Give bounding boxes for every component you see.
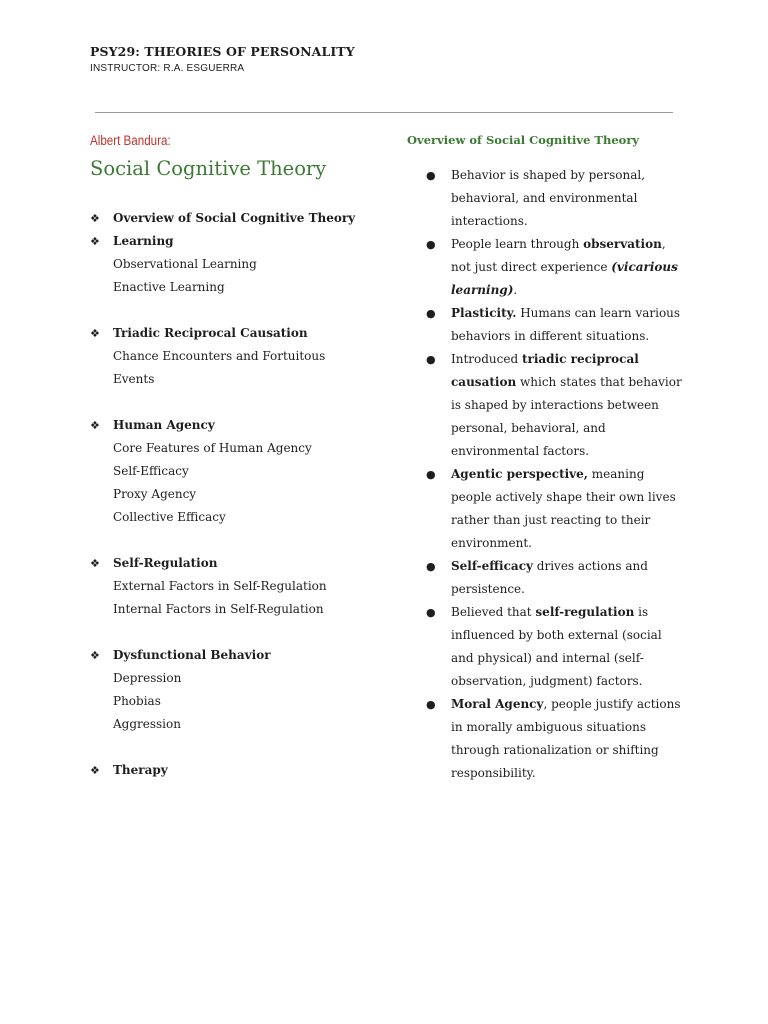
course-title: PSY29: THEORIES OF PERSONALITY <box>90 44 355 59</box>
diamond-bullet-icon: ❖ <box>90 764 100 777</box>
outline-topic-label: Triadic Reciprocal Causation <box>113 326 308 340</box>
bullet-text: Believed that <box>451 605 536 619</box>
bullet-emphasis-text: Self-efficacy <box>451 559 533 573</box>
outline-topic <box>90 414 390 437</box>
outline-topic <box>90 644 390 667</box>
bullet-text: Behavior is shaped by personal, behavioral, and environmental interactions. <box>451 168 646 228</box>
outline-subtopic: Proxy Agency <box>113 487 197 501</box>
header-divider <box>95 112 673 113</box>
bullet-text: Humans can learn various behaviors in different situations. <box>451 306 681 343</box>
overview-heading: Overview of Social Cognitive Theory <box>407 133 640 147</box>
overview-bullet <box>407 302 683 348</box>
round-bullet-icon: ● <box>426 238 436 251</box>
theory-title: Social Cognitive Theory <box>90 157 327 180</box>
outline-topic-label: Human Agency <box>113 418 215 432</box>
bullet-emphasis-text: Moral Agency <box>451 697 544 711</box>
instructor-line: INSTRUCTOR: R.A. ESGUERRA <box>90 63 245 74</box>
overview-bullet <box>407 463 683 555</box>
outline-subtopic: Observational Learning <box>113 257 257 271</box>
bullet-emphasis-text: Agentic perspective, <box>451 467 588 481</box>
outline-topic <box>90 552 390 575</box>
outline-topic-label: Self-Regulation <box>113 556 218 570</box>
diamond-bullet-icon: ❖ <box>90 235 100 248</box>
bullet-text: , not just direct experience <box>451 237 666 274</box>
diamond-bullet-icon: ❖ <box>90 649 100 662</box>
bullet-text: meaning people actively shape their own lives rather than just reacting to their environment. <box>451 467 676 550</box>
overview-bullet <box>407 233 683 302</box>
outline-topic-label: Overview of Social Cognitive Theory <box>113 211 356 225</box>
overview-bullet <box>407 693 683 785</box>
overview-bullet-list <box>407 164 697 785</box>
outline-topic <box>90 322 390 345</box>
outline-subtopic: Self-Efficacy <box>113 464 189 478</box>
overview-bullet <box>407 601 683 693</box>
round-bullet-icon: ● <box>426 560 436 573</box>
left-column <box>90 133 390 782</box>
outline-subtopic: Chance Encounters and Fortuitous <box>113 349 326 363</box>
bullet-emphasis-text: observation <box>583 237 662 251</box>
page-header <box>90 44 355 74</box>
diamond-bullet-icon: ❖ <box>90 327 100 340</box>
overview-bullet <box>407 348 683 463</box>
author-name: Albert Bandura: <box>90 133 171 148</box>
outline-subtopic: Internal Factors in Self-Regulation <box>113 602 324 616</box>
outline-topic-label: Learning <box>113 234 174 248</box>
round-bullet-icon: ● <box>426 698 436 711</box>
outline-subtopic: External Factors in Self-Regulation <box>113 579 327 593</box>
bullet-text: . <box>513 283 518 297</box>
round-bullet-icon: ● <box>426 606 436 619</box>
bullet-text: , people justify actions in morally ambiguous situations through rationalization or shifting responsibility. <box>451 697 681 780</box>
round-bullet-icon: ● <box>426 468 436 481</box>
bullet-text: which states that behavior is shaped by interactions between personal, behavioral, and environmental factors. <box>451 375 682 458</box>
diamond-bullet-icon: ❖ <box>90 212 100 225</box>
bullet-text: People learn through <box>451 237 584 251</box>
outline-topic <box>90 207 390 230</box>
overview-bullet <box>407 164 683 233</box>
outline-subtopic: Collective Efficacy <box>113 510 226 524</box>
topic-outline <box>90 207 390 782</box>
outline-subtopic: Phobias <box>113 694 161 708</box>
round-bullet-icon: ● <box>426 169 436 182</box>
bullet-text: drives actions and persistence. <box>451 559 648 596</box>
bullet-emphasis-text: self-regulation <box>535 605 635 619</box>
outline-topic <box>90 230 390 253</box>
outline-subtopic: Enactive Learning <box>113 280 225 294</box>
bullet-emphasis-text: (vicarious learning) <box>451 260 678 297</box>
outline-subtopic: Depression <box>113 671 182 685</box>
round-bullet-icon: ● <box>426 307 436 320</box>
diamond-bullet-icon: ❖ <box>90 419 100 432</box>
outline-topic-label: Therapy <box>113 763 168 777</box>
bullet-emphasis-text: Plasticity. <box>451 306 517 320</box>
right-column <box>407 133 697 785</box>
outline-subtopic: Core Features of Human Agency <box>113 441 312 455</box>
outline-subtopic: Aggression <box>113 717 181 731</box>
outline-subtopic: Events <box>113 372 155 386</box>
bullet-text: Introduced <box>451 352 522 366</box>
outline-topic <box>90 759 390 782</box>
round-bullet-icon: ● <box>426 353 436 366</box>
diamond-bullet-icon: ❖ <box>90 557 100 570</box>
bullet-emphasis-text: triadic reciprocal causation <box>451 352 639 389</box>
outline-topic-label: Dysfunctional Behavior <box>113 648 271 662</box>
bullet-text: is influenced by both external (social and physical) and internal (self-observation, judgment) factors. <box>451 605 662 688</box>
overview-bullet <box>407 555 683 601</box>
